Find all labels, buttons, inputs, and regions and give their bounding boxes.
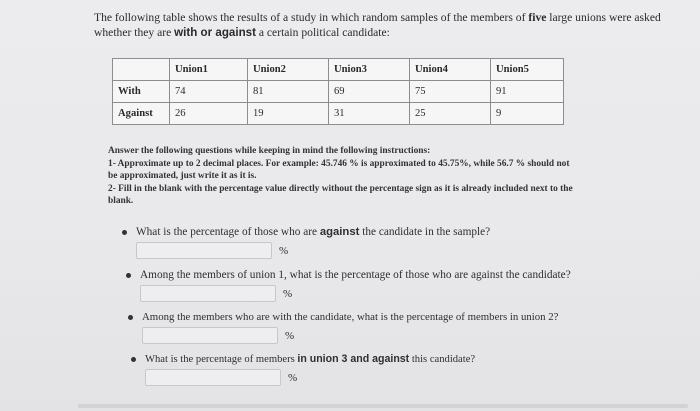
instruction-2b: blank. — [108, 196, 134, 207]
percent-sign-2: % — [283, 287, 293, 300]
instruction-1b: be approximated, just write it as it is. — [108, 171, 257, 182]
answer-input-1[interactable] — [136, 242, 272, 259]
table-cell: 74 — [170, 81, 248, 103]
instruction-2a: 2- Fill in the blank with the percentage value directly without the percentage sign as it is already included next to the — [108, 183, 573, 194]
table-cell: 81 — [248, 81, 329, 103]
table-cell: 91 — [491, 81, 564, 103]
instructions-heading: Answer the following questions while keeping in mind the following instructions: — [108, 146, 431, 156]
table-cell: 75 — [410, 81, 491, 103]
question-1 — [122, 226, 490, 259]
question-3-text — [142, 311, 558, 323]
answer-input-3[interactable] — [142, 327, 278, 344]
question-1-pre: What is the percentage of those who are — [136, 226, 320, 238]
bullet-icon — [131, 357, 136, 362]
instruction-1a: 1- Approximate up to 2 decimal places. For example: 45.746 % is approximated to 45.75%, while 56.7 % should not — [108, 158, 570, 169]
table-header-union3: Union3 — [329, 59, 410, 81]
intro-part2: large unions were asked whether they are — [94, 11, 661, 39]
question-4-text — [145, 353, 475, 365]
question-4-bold: in union 3 and against — [297, 353, 410, 365]
table-cell: 69 — [329, 81, 410, 103]
question-3-pre: Among the members who are with the candidate, what is the percentage of members in union 2? — [142, 311, 559, 323]
intro-with-or-against: with or against — [174, 25, 256, 39]
percent-sign-3: % — [285, 329, 295, 342]
union-results-table — [112, 58, 564, 125]
intro-part3: a certain political candidate: — [255, 25, 390, 39]
intro-five: five — [528, 11, 547, 24]
question-4-post: this candidate? — [409, 354, 476, 365]
table-header-union5: Union5 — [491, 59, 564, 81]
intro-part1: The following table shows the results of a study in which random samples of the members of — [94, 11, 529, 24]
bullet-icon — [122, 230, 127, 235]
question-2-pre: Among the members of union 1, what is the percentage of those who are against the candidate? — [140, 269, 571, 281]
question-3 — [128, 311, 558, 344]
question-1-post: the candidate in the sample? — [359, 226, 491, 238]
row-label-with: With — [113, 81, 170, 103]
table-cell: 26 — [170, 103, 248, 125]
answer-input-2[interactable] — [140, 285, 276, 302]
table-header-union4: Union4 — [410, 59, 491, 81]
instructions-block — [108, 145, 653, 208]
table-cell: 31 — [329, 103, 410, 125]
question-2 — [126, 269, 571, 302]
bullet-icon — [128, 315, 133, 320]
table-header-union1: Union1 — [170, 59, 248, 81]
question-4-pre: What is the percentage of members — [145, 354, 298, 365]
table-row — [113, 103, 564, 125]
row-label-against: Against — [113, 103, 170, 125]
table-header-row — [113, 59, 564, 81]
intro-text — [94, 11, 669, 40]
table-row — [113, 81, 564, 103]
bottom-divider — [78, 404, 688, 408]
table-header-union2: Union2 — [248, 59, 329, 81]
table-cell: 25 — [410, 103, 491, 125]
question-4 — [131, 353, 475, 386]
question-1-text — [136, 226, 490, 238]
percent-sign-1: % — [279, 244, 289, 257]
percent-sign-4: % — [288, 371, 298, 384]
bullet-icon — [126, 273, 131, 278]
question-1-bold: against — [319, 226, 360, 238]
question-2-text — [140, 269, 571, 281]
answer-input-4[interactable] — [145, 369, 281, 386]
table-header-empty — [113, 59, 170, 81]
table-cell: 19 — [248, 103, 329, 125]
table-cell: 9 — [491, 103, 564, 125]
